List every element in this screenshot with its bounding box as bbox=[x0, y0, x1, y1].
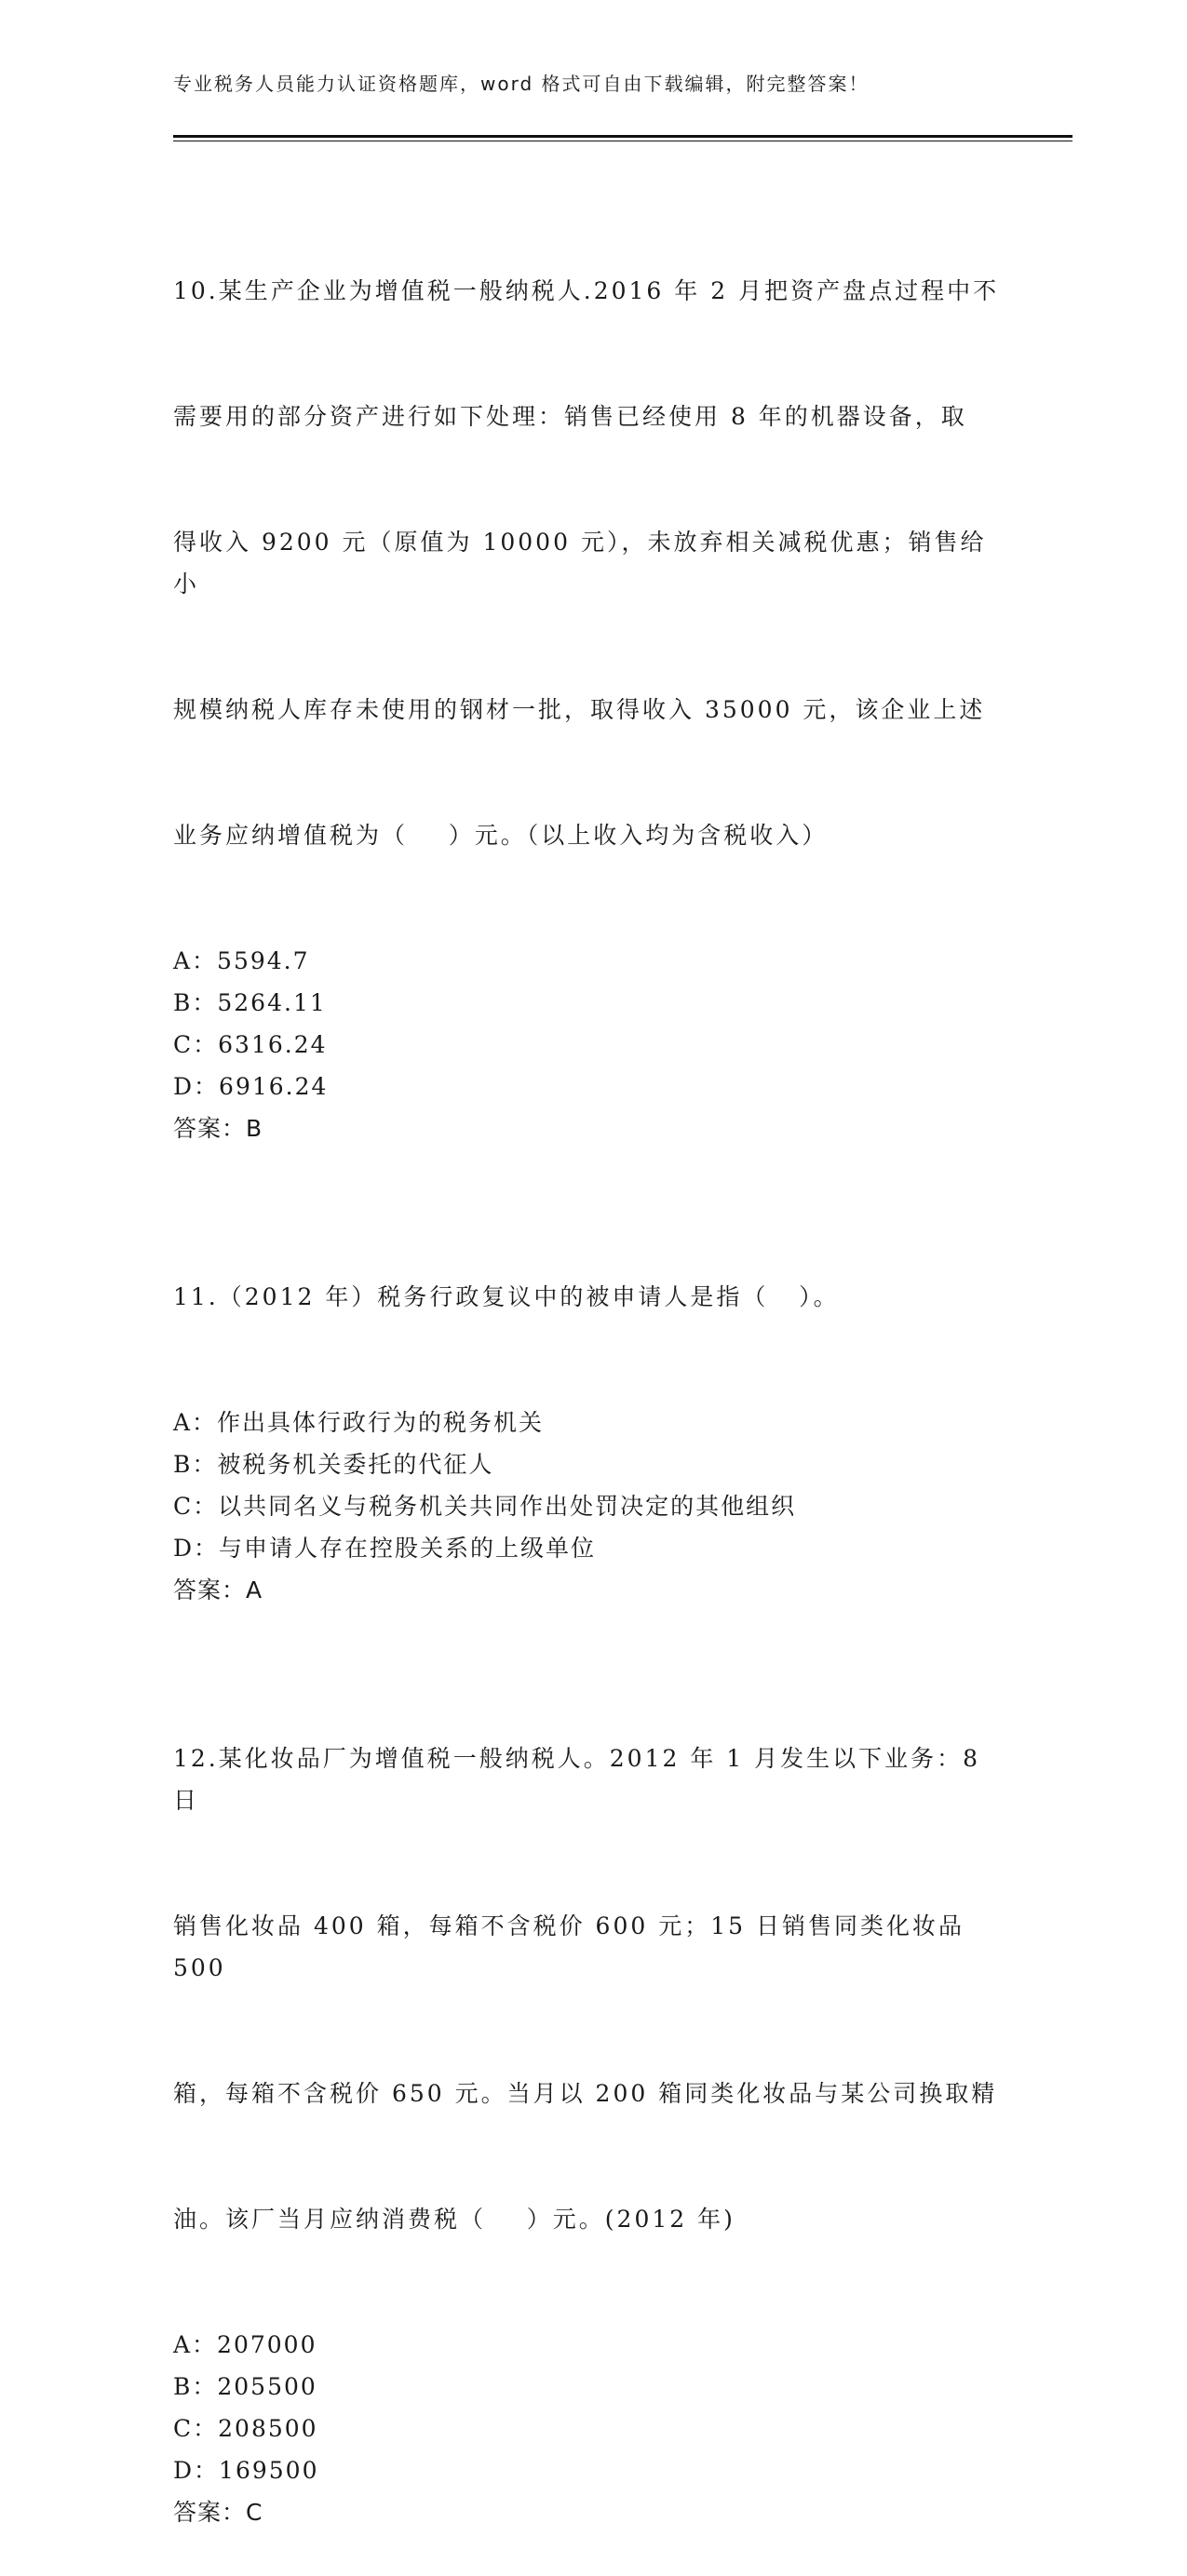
stem-line: 业务应纳增值税为（ ）元。（以上收入均为含税收入） bbox=[173, 822, 829, 849]
option-c: C：208500 bbox=[173, 2415, 318, 2442]
stem-line: 得收入 9200 元（原值为 10000 元），未放弃相关减税优惠；销售给小 bbox=[173, 529, 987, 597]
option-b: B：被税务机关委托的代征人 bbox=[173, 1451, 494, 1478]
question-12 bbox=[173, 1654, 1011, 2533]
stem-line: 11.（2012 年）税务行政复议中的被申请人是指（ ）。 bbox=[173, 1283, 840, 1310]
question-list bbox=[173, 186, 1011, 2576]
option-a: A：5594.7 bbox=[173, 947, 310, 974]
stem-line: 10.某生产企业为增值税一般纳税人.2016 年 2 月把资产盘点过程中不 bbox=[173, 277, 1000, 304]
question-stem bbox=[173, 1654, 1011, 2324]
page-header: 专业税务人员能力认证资格题库，word 格式可自由下载编辑，附完整答案！ bbox=[173, 73, 870, 95]
question-stem bbox=[173, 1192, 1011, 1402]
option-c: C：6316.24 bbox=[173, 1031, 328, 1058]
answer: 答案：C bbox=[173, 2499, 263, 2526]
question-11 bbox=[173, 1192, 1011, 1611]
option-d: D：6916.24 bbox=[173, 1073, 329, 1100]
stem-line: 规模纳税人库存未使用的钢材一批，取得收入 35000 元，该企业上述 bbox=[173, 696, 986, 723]
stem-line: 12.某化妆品厂为增值税一般纳税人。2012 年 1 月发生以下业务：8 日 bbox=[173, 1745, 991, 1814]
header-rule-thick bbox=[173, 135, 1072, 138]
stem-line: 箱，每箱不含税价 650 元。当月以 200 箱同类化妆品与某公司换取精 bbox=[173, 2080, 998, 2107]
stem-line: 油。该厂当月应纳消费税（ ）元。(2012 年) bbox=[173, 2206, 735, 2233]
question-10 bbox=[173, 186, 1011, 1149]
answer: 答案：B bbox=[173, 1115, 263, 1142]
option-a: A：作出具体行政行为的税务机关 bbox=[173, 1409, 545, 1436]
option-d: D：与申请人存在控股关系的上级单位 bbox=[173, 1535, 597, 1562]
option-b: B：5264.11 bbox=[173, 989, 327, 1016]
option-b: B：205500 bbox=[173, 2373, 317, 2400]
answer: 答案：A bbox=[173, 1576, 263, 1603]
option-c: C：以共同名义与税务机关共同作出处罚决定的其他组织 bbox=[173, 1493, 797, 1520]
option-a: A：207000 bbox=[173, 2331, 317, 2358]
stem-line: 需要用的部分资产进行如下处理：销售已经使用 8 年的机器设备，取 bbox=[173, 403, 967, 430]
question-stem bbox=[173, 186, 1011, 940]
option-d: D：169500 bbox=[173, 2457, 319, 2484]
stem-line: 销售化妆品 400 箱，每箱不含税价 600 元；15 日销售同类化妆品 500 bbox=[173, 1912, 975, 1981]
